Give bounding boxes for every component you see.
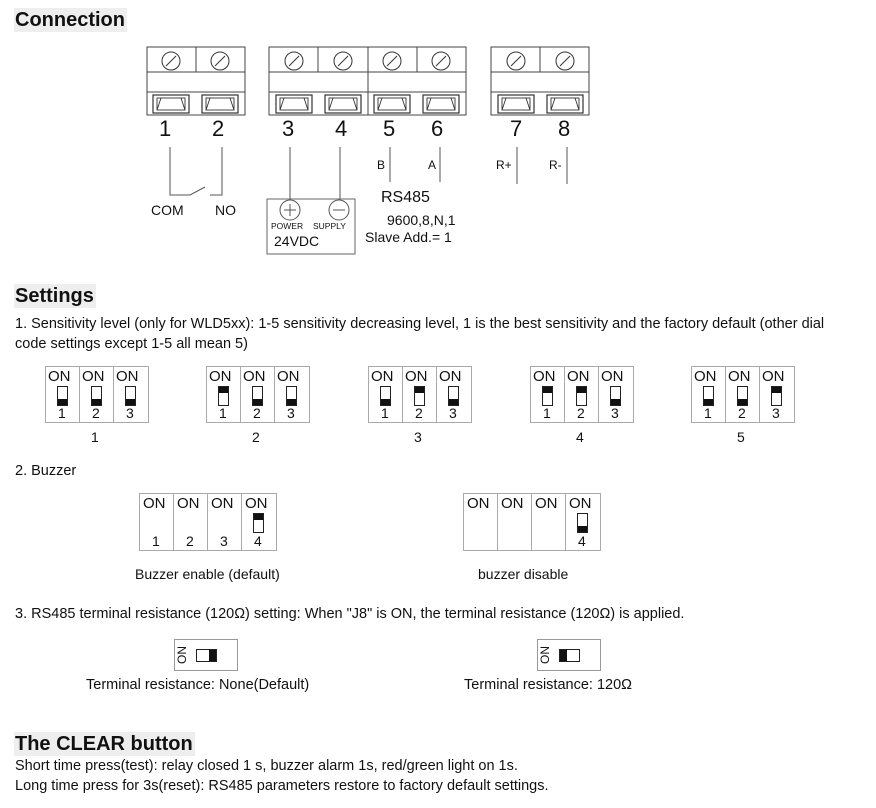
dip-switch-cell: [532, 494, 566, 550]
terminal-number-3: 3: [282, 116, 295, 141]
sensitivity-level-caption: 1: [91, 429, 99, 445]
terminal-number-1: 1: [159, 116, 172, 141]
dip-switch-cell: [207, 367, 241, 422]
sensitivity-level-caption: 5: [737, 429, 745, 445]
buzzer-heading: 2. Buzzer: [15, 463, 77, 479]
dip-switch-cell: [369, 367, 403, 422]
sensitivity-level-caption: 2: [252, 429, 260, 445]
dip-switch-number: 3: [126, 405, 134, 421]
dip-switch-cell: [437, 367, 470, 422]
terminal-block-resistor: [491, 47, 589, 115]
dip-switch-number: 4: [254, 533, 262, 549]
dip-switch-cell: [114, 367, 147, 422]
dip-switch-cell: [275, 367, 308, 422]
dip-switch-cell: [174, 494, 208, 550]
dip-on-label: ON: [762, 368, 785, 385]
dip-toggle: [577, 513, 588, 533]
dip-switch-cell: [140, 494, 174, 550]
dip-toggle-knob: [543, 387, 552, 393]
dip-on-label: ON: [501, 495, 524, 512]
dip-toggle: [380, 386, 391, 406]
terminal-resistance-120-caption: Terminal resistance: 120Ω: [464, 677, 632, 693]
dip-toggle: [91, 386, 102, 406]
jumper-slider-knob: [209, 650, 216, 661]
jumper-slider-track: [559, 649, 580, 662]
dip-on-label: ON: [405, 368, 428, 385]
dip-switch-cell: [692, 367, 726, 422]
dip-switch-number: 1: [704, 405, 712, 421]
dip-on-label: ON: [277, 368, 300, 385]
dip-on-label: ON: [569, 495, 592, 512]
sensitivity-level-2-switch: [206, 366, 310, 423]
dip-switch-number: 3: [220, 533, 228, 549]
rs485-wiring: [390, 147, 567, 184]
dip-on-label: ON: [371, 368, 394, 385]
dip-on-label: ON: [601, 368, 624, 385]
jumper-slider-knob: [560, 650, 567, 661]
terminal-number-2: 2: [212, 116, 225, 141]
jumper-slider-track: [196, 649, 217, 662]
dip-switch-cell: [599, 367, 632, 422]
dip-on-label: ON: [143, 495, 166, 512]
buzzer-disable-caption: buzzer disable: [478, 566, 569, 582]
dip-toggle: [252, 386, 263, 406]
clear-line-short: Short time press(test): relay closed 1 s, buzzer alarm 1s, red/green light on 1s.: [15, 758, 518, 774]
dip-switch-cell: [726, 367, 760, 422]
dip-switch-number: 2: [186, 533, 194, 549]
rs485-slave-address: Slave Add.= 1: [365, 229, 452, 245]
supply-label: SUPPLY: [313, 221, 346, 231]
dip-toggle-knob: [772, 387, 781, 393]
dip-switch-number: 2: [415, 405, 423, 421]
no-label: NO: [215, 202, 236, 218]
dip-switch-number: 1: [381, 405, 389, 421]
sensitivity-level-caption: 4: [576, 429, 584, 445]
terminal-number-5: 5: [383, 116, 396, 141]
r-plus-label: R+: [496, 158, 512, 172]
dip-switch-number: 3: [287, 405, 295, 421]
dip-switch-number: 1: [543, 405, 551, 421]
dip-toggle-knob: [415, 387, 424, 393]
terminal-number-8: 8: [558, 116, 571, 141]
dip-on-label: ON: [467, 495, 490, 512]
dip-on-label: ON: [245, 495, 268, 512]
settings-heading: Settings: [15, 285, 94, 307]
dip-toggle: [57, 386, 68, 406]
connection-heading: Connection: [15, 9, 125, 31]
dip-switch-cell: [208, 494, 242, 550]
jumper-on-label: ON: [175, 646, 189, 664]
dip-toggle: [448, 386, 459, 406]
sensitivity-level-4-switch: [530, 366, 634, 423]
dip-toggle: [771, 386, 782, 406]
dip-switch-cell: [760, 367, 793, 422]
sensitivity-level-1-switch: [45, 366, 149, 423]
com-label: COM: [151, 202, 184, 218]
sensitivity-level-caption: 3: [414, 429, 422, 445]
sensitivity-level-3-switch: [368, 366, 472, 423]
dip-toggle-knob: [577, 387, 586, 393]
rs485-a-label: A: [428, 158, 437, 172]
dip-switch-cell: [241, 367, 275, 422]
dip-toggle: [576, 386, 587, 406]
jumper-on-label: ON: [538, 646, 552, 664]
rs485-params: 9600,8,N,1: [387, 212, 456, 228]
dip-switch-cell: [403, 367, 437, 422]
rs485-resistance-text: 3. RS485 terminal resistance (120Ω) setting: When "J8" is ON, the terminal resistance (120Ω) is applied.: [15, 606, 685, 622]
dip-toggle-knob: [254, 514, 263, 520]
dip-toggle: [737, 386, 748, 406]
dip-switch-cell: [566, 494, 599, 550]
dip-switch-number: 1: [58, 405, 66, 421]
relay-contact-wiring: [170, 147, 222, 195]
dip-toggle-knob: [219, 387, 228, 393]
dip-toggle: [286, 386, 297, 406]
dip-switch-cell: [498, 494, 532, 550]
clear-heading: The CLEAR button: [15, 733, 193, 755]
dip-on-label: ON: [177, 495, 200, 512]
dip-on-label: ON: [82, 368, 105, 385]
dip-on-label: ON: [243, 368, 266, 385]
terminal-number-7: 7: [510, 116, 523, 141]
jumper-j8-off: [174, 639, 238, 671]
sensitivity-text-line2: code settings except 1-5 all mean 5): [15, 336, 248, 352]
dip-switch-number: 1: [152, 533, 160, 549]
dip-switch-cell: [531, 367, 565, 422]
dip-switch-number: 2: [92, 405, 100, 421]
dip-on-label: ON: [48, 368, 71, 385]
dip-switch-number: 3: [449, 405, 457, 421]
dip-on-label: ON: [209, 368, 232, 385]
power-label: POWER: [271, 221, 304, 231]
dip-switch-number: 2: [577, 405, 585, 421]
dip-switch-number: 3: [772, 405, 780, 421]
dip-switch-number: 1: [219, 405, 227, 421]
dip-switch-cell: [464, 494, 498, 550]
dip-on-label: ON: [116, 368, 139, 385]
dip-toggle: [542, 386, 553, 406]
voltage-label: 24VDC: [274, 233, 320, 249]
terminal-number-6: 6: [431, 116, 444, 141]
dip-on-label: ON: [567, 368, 590, 385]
dip-toggle-knob: [578, 526, 587, 532]
dip-on-label: ON: [439, 368, 462, 385]
buzzer-enable-caption: Buzzer enable (default): [135, 566, 280, 582]
dip-switch-number: 2: [253, 405, 261, 421]
dip-switch-cell: [46, 367, 80, 422]
terminal-resistance-none-caption: Terminal resistance: None(Default): [86, 677, 310, 693]
dip-toggle: [414, 386, 425, 406]
sensitivity-level-5-switch: [691, 366, 795, 423]
rs485-b-label: B: [377, 158, 386, 172]
dip-toggle: [125, 386, 136, 406]
dip-toggle: [610, 386, 621, 406]
buzzer-disable-switch: [463, 493, 601, 551]
terminal-block-power-rs485: [269, 47, 466, 115]
dip-switch-number: 3: [611, 405, 619, 421]
dip-switch-cell: [565, 367, 599, 422]
terminal-number-4: 4: [335, 116, 348, 141]
r-minus-label: R-: [549, 158, 562, 172]
dip-on-label: ON: [535, 495, 558, 512]
dip-switch-number: 4: [578, 533, 586, 549]
dip-toggle: [253, 513, 264, 533]
dip-on-label: ON: [211, 495, 234, 512]
terminal-block-relay: [147, 47, 245, 115]
dip-on-label: ON: [728, 368, 751, 385]
dip-switch-number: 2: [738, 405, 746, 421]
clear-line-long: Long time press for 3s(reset): RS485 parameters restore to factory default settings.: [15, 778, 549, 794]
sensitivity-text-line1: 1. Sensitivity level (only for WLD5xx): 1-5 sensitivity decreasing level, 1 is the best sensitivity and the factory default (other dial: [15, 316, 825, 332]
dip-toggle: [703, 386, 714, 406]
dip-switch-cell: [242, 494, 275, 550]
buzzer-enable-switch: [139, 493, 277, 551]
dip-on-label: ON: [694, 368, 717, 385]
rs485-title: RS485: [381, 189, 430, 206]
dip-switch-cell: [80, 367, 114, 422]
jumper-j8-on: [537, 639, 601, 671]
dip-toggle: [218, 386, 229, 406]
dip-on-label: ON: [533, 368, 556, 385]
